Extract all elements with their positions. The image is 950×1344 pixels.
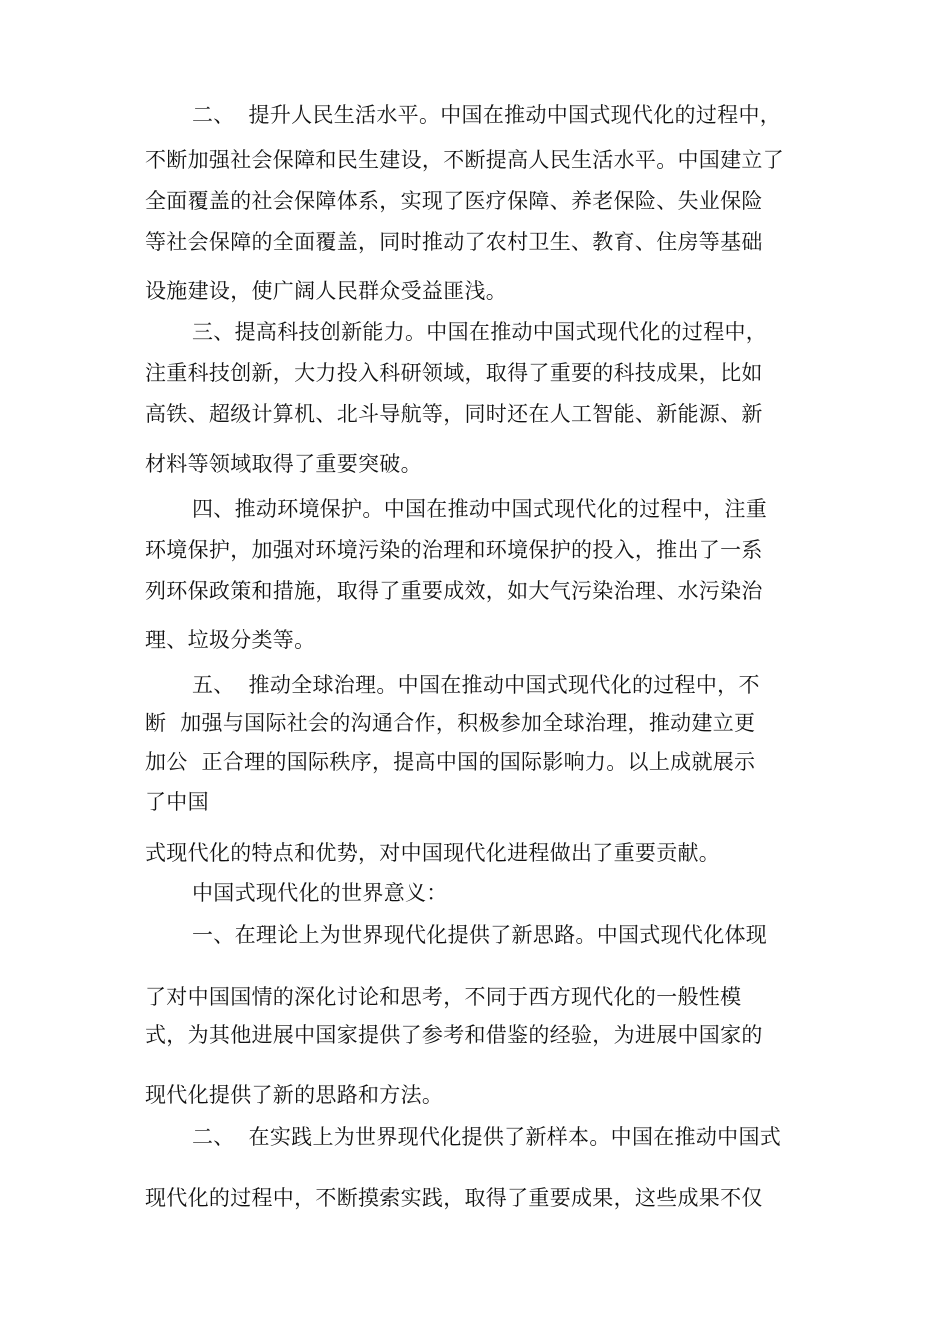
text-line: 加公 正合理的国际秩序，提高中国的国际影响力。以上成就展示 — [145, 750, 756, 774]
text-line: 二、 在实践上为世界现代化提供了新样本。中国在推动中国式 — [192, 1125, 782, 1149]
text-line: 列环保政策和措施，取得了重要成效，如大气污染治理、水污染治 — [145, 579, 763, 603]
text-line: 环境保护，加强对环境污染的治理和环境保护的投入，推出了一系 — [145, 538, 763, 562]
text-line: 现代化的过程中，不断摸索实践，取得了重要成果，这些成果不仅 — [145, 1186, 763, 1210]
text-line: 全面覆盖的社会保障体系，实现了医疗保障、养老保险、失业保险 — [145, 189, 763, 213]
text-line: 等社会保障的全面覆盖，同时推动了农村卫生、教育、住房等基础 — [145, 230, 763, 254]
text-line: 材料等领域取得了重要突破。 — [145, 452, 422, 476]
text-line: 二、 提升人民生活水平。中国在推动中国式现代化的过程中， — [192, 103, 782, 127]
text-line: 注重科技创新，大力投入科研领域，取得了重要的科技成果，比如 — [145, 361, 763, 385]
text-line: 高铁、超级计算机、北斗导航等，同时还在人工智能、新能源、新 — [145, 402, 763, 426]
text-line: 式现代化的特点和优势，对中国现代化进程做出了重要贡献。 — [145, 841, 721, 865]
text-line: 一、在理论上为世界现代化提供了新思路。中国式现代化体现 — [192, 923, 768, 947]
text-line: 理、垃圾分类等。 — [145, 628, 316, 652]
section-heading: 中国式现代化的世界意义： — [192, 881, 448, 905]
text-line: 四、推动环境保护。中国在推动中国式现代化的过程中，注重 — [192, 497, 768, 521]
text-line: 式，为其他进展中国家提供了参考和借鉴的经验，为进展中国家的 — [145, 1023, 763, 1047]
text-line: 不断加强社会保障和民生建设，不断提高人民生活水平。中国建立了 — [145, 148, 784, 172]
text-line: 现代化提供了新的思路和方法。 — [145, 1083, 444, 1107]
text-line: 设施建设，使广阔人民群众受益匪浅。 — [145, 279, 508, 303]
text-line: 了中国 — [145, 790, 209, 814]
text-line: 了对中国国情的深化讨论和思考，不同于西方现代化的一般性模 — [145, 985, 742, 1009]
text-line: 断 加强与国际社会的沟通合作，积极参加全球治理，推动建立更 — [145, 711, 756, 735]
text-line: 三、提高科技创新能力。中国在推动中国式现代化的过程中， — [192, 320, 768, 344]
text-line: 五、 推动全球治理。中国在推动中国式现代化的过程中，不 — [192, 673, 760, 697]
